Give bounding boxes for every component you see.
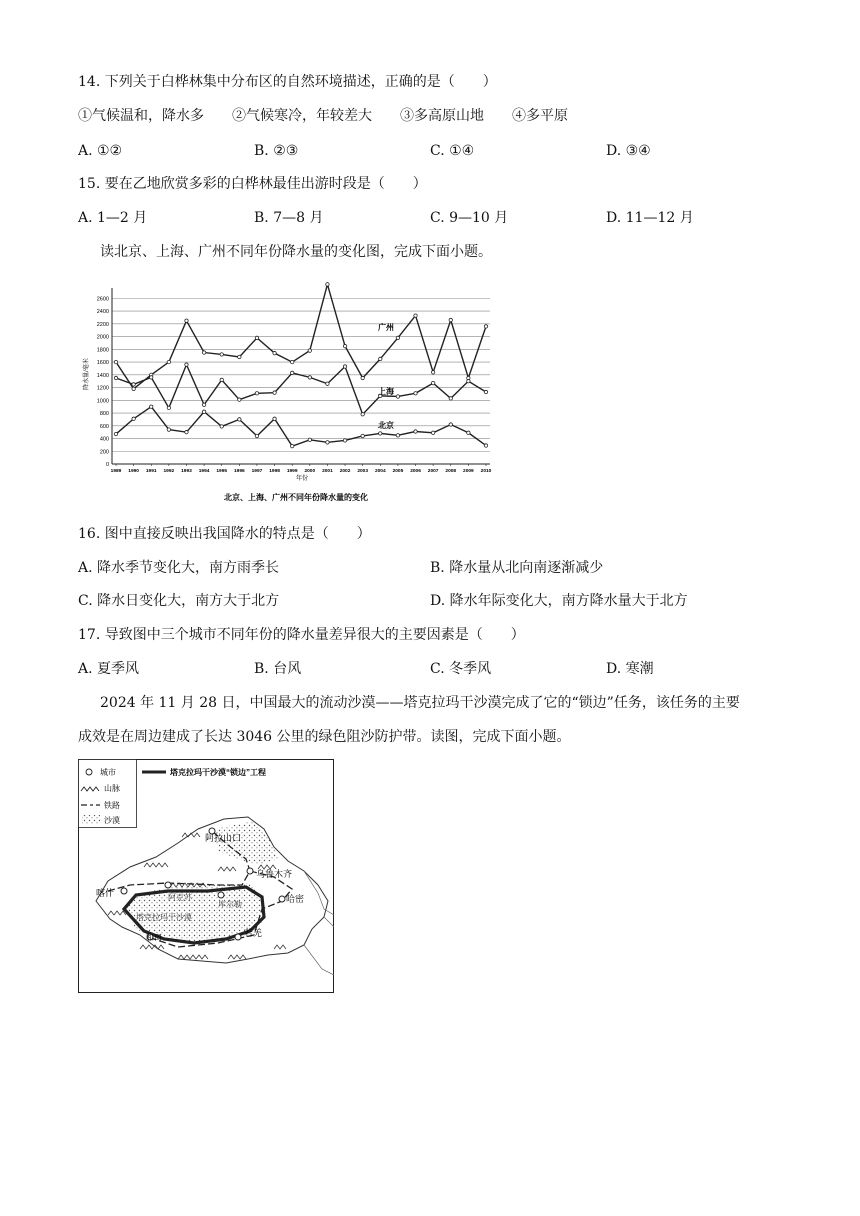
data-point bbox=[484, 325, 487, 328]
chart-title: 北京、上海、广州不同年份降水量的变化 bbox=[224, 493, 368, 502]
q15-option-d: D. 11—12 月 bbox=[606, 210, 694, 226]
q17-option-a: A. 夏季风 bbox=[78, 661, 140, 677]
x-tick-label: 1997 bbox=[251, 469, 263, 474]
city-kashgar: 喀什 bbox=[96, 888, 115, 898]
data-point bbox=[220, 425, 223, 428]
data-point bbox=[308, 438, 311, 441]
data-point bbox=[484, 444, 487, 447]
data-point bbox=[396, 336, 399, 339]
data-point bbox=[255, 336, 258, 339]
data-point bbox=[414, 430, 417, 433]
x-tick-label: 1998 bbox=[269, 469, 280, 474]
data-point bbox=[273, 417, 276, 420]
q17-stem: 17. 导致图中三个城市不同年份的降水量差异很大的主要因素是（ ） bbox=[78, 627, 525, 643]
data-point bbox=[414, 314, 417, 317]
data-point bbox=[202, 403, 205, 406]
city-aksu: 阿克苏 bbox=[168, 893, 192, 902]
data-point bbox=[431, 371, 434, 374]
data-point bbox=[167, 406, 170, 409]
q14-option-c: C. ①④ bbox=[430, 143, 475, 159]
x-tick-label: 1991 bbox=[145, 469, 157, 474]
data-point bbox=[361, 434, 364, 437]
data-point bbox=[396, 395, 399, 398]
taklimakan-map bbox=[78, 759, 334, 993]
data-point bbox=[379, 357, 382, 360]
x-tick-label: 1990 bbox=[128, 469, 139, 474]
q16-option-c: C. 降水日变化大，南方大于北方 bbox=[78, 593, 280, 609]
chart-ylabel: 降水量/毫米 bbox=[84, 358, 90, 390]
intro-map-line2: 成效是在周边建成了长达 3046 公里的绿色阻沙防护带。读图，完成下面小题。 bbox=[78, 729, 571, 745]
data-point bbox=[202, 410, 205, 413]
data-point bbox=[326, 283, 329, 286]
data-point bbox=[343, 439, 346, 442]
y-tick-label: 800 bbox=[99, 411, 109, 418]
data-point bbox=[361, 413, 364, 416]
desert-label: 塔克拉玛干沙漠 bbox=[136, 913, 192, 922]
data-point bbox=[132, 387, 135, 390]
y-tick-label: 2200 bbox=[96, 321, 109, 328]
data-point bbox=[185, 430, 188, 433]
q14-stem: 14. 下列关于白桦林集中分布区的自然环境描述，正确的是（ ） bbox=[78, 74, 497, 90]
y-tick-label: 400 bbox=[99, 436, 109, 443]
data-point bbox=[273, 351, 276, 354]
data-point bbox=[308, 349, 311, 352]
q16-option-a: A. 降水季节变化大，南方雨季长 bbox=[78, 560, 280, 576]
data-point bbox=[167, 428, 170, 431]
x-tick-label: 1995 bbox=[216, 469, 228, 474]
data-point bbox=[308, 376, 311, 379]
data-point bbox=[449, 423, 452, 426]
x-tick-label: 2001 bbox=[322, 469, 333, 474]
city-hotan: 和田 bbox=[146, 933, 162, 942]
data-point bbox=[449, 397, 452, 400]
city-urumqi: 乌鲁木齐 bbox=[256, 869, 293, 879]
legend-project: 塔克拉玛干沙漠“锁边”工程 bbox=[170, 768, 266, 777]
data-point bbox=[484, 390, 487, 393]
y-tick-label: 2000 bbox=[96, 334, 109, 341]
q16-option-b: B. 降水量从北向南逐渐减少 bbox=[430, 560, 604, 576]
y-tick-label: 600 bbox=[99, 423, 109, 430]
precipitation-chart bbox=[82, 282, 498, 510]
data-point bbox=[414, 392, 417, 395]
x-tick-label: 2007 bbox=[427, 469, 439, 474]
city-hami: 哈密 bbox=[286, 894, 305, 904]
q17-option-b: B. 台风 bbox=[254, 661, 302, 677]
data-point bbox=[238, 398, 241, 401]
data-point bbox=[114, 376, 117, 379]
data-point bbox=[343, 365, 346, 368]
chart-series bbox=[114, 283, 487, 448]
x-tick-label: 1999 bbox=[286, 469, 298, 474]
data-point bbox=[290, 371, 293, 374]
city-korla: 库尔勒 bbox=[218, 900, 242, 909]
intro-chart: 读北京、上海、广州不同年份降水量的变化图，完成下面小题。 bbox=[100, 244, 492, 260]
data-point bbox=[343, 344, 346, 347]
x-tick-label: 2009 bbox=[463, 469, 474, 474]
legend-mountain: 山脉 bbox=[104, 784, 120, 793]
data-point bbox=[220, 353, 223, 356]
x-tick-label: 2002 bbox=[339, 469, 351, 474]
data-point bbox=[361, 376, 364, 379]
data-point bbox=[467, 431, 470, 434]
y-tick-label: 200 bbox=[99, 449, 109, 456]
x-tick-label: 1993 bbox=[181, 469, 192, 474]
data-point bbox=[396, 434, 399, 437]
data-point bbox=[255, 392, 258, 395]
y-tick-label: 1200 bbox=[96, 385, 109, 392]
legend-city-icon bbox=[86, 769, 92, 775]
data-point bbox=[238, 355, 241, 358]
x-tick-label: 2010 bbox=[480, 469, 492, 474]
series-label: 上海 bbox=[378, 387, 394, 396]
legend-desert: 沙漠 bbox=[104, 816, 120, 825]
data-point bbox=[114, 432, 117, 435]
data-point bbox=[379, 432, 382, 435]
data-point bbox=[290, 360, 293, 363]
q14-option-b: B. ②③ bbox=[254, 143, 299, 159]
y-tick-label: 1400 bbox=[96, 372, 109, 379]
data-point bbox=[167, 360, 170, 363]
city-ruoqiang: 若羌 bbox=[244, 928, 263, 938]
y-tick-label: 1000 bbox=[96, 398, 109, 405]
data-point bbox=[132, 383, 135, 386]
data-point bbox=[431, 381, 434, 384]
x-tick-label: 2005 bbox=[392, 469, 404, 474]
x-tick-label: 2003 bbox=[357, 469, 369, 474]
q15-stem: 15. 要在乙地欣赏多彩的白桦林最佳出游时段是（ ） bbox=[78, 176, 427, 192]
q14-option-d: D. ③④ bbox=[606, 143, 651, 159]
q15-option-b: B. 7—8 月 bbox=[254, 210, 324, 226]
data-point bbox=[273, 391, 276, 394]
x-tick-label: 1996 bbox=[233, 469, 245, 474]
q15-option-a: A. 1—2 月 bbox=[78, 210, 148, 226]
data-point bbox=[220, 378, 223, 381]
series-label: 北京 bbox=[378, 421, 394, 430]
q14-option-a: A. ①② bbox=[78, 143, 123, 159]
y-tick-label: 1800 bbox=[96, 347, 109, 354]
x-tick-label: 2008 bbox=[445, 469, 457, 474]
chart-xlabel: 年份 bbox=[295, 476, 309, 482]
x-tick-label: 2004 bbox=[374, 469, 386, 474]
data-point bbox=[255, 434, 258, 437]
data-point bbox=[290, 444, 293, 447]
data-point bbox=[185, 319, 188, 322]
series-label: 广州 bbox=[378, 323, 394, 332]
city-alashankou: 阿拉山口 bbox=[205, 833, 242, 843]
data-point bbox=[150, 405, 153, 408]
q17-option-c: C. 冬季风 bbox=[430, 661, 492, 677]
data-point bbox=[326, 441, 329, 444]
data-point bbox=[449, 318, 452, 321]
intro-map-line1: 2024 年 11 月 28 日，中国最大的流动沙漠——塔克拉玛干沙漠完成了它的“锁边”任务，该任务的主要 bbox=[100, 695, 740, 711]
data-point bbox=[114, 360, 117, 363]
data-point bbox=[150, 376, 153, 379]
series-line-2 bbox=[116, 407, 486, 446]
data-point bbox=[467, 379, 470, 382]
data-point bbox=[238, 418, 241, 421]
data-point bbox=[326, 382, 329, 385]
data-point bbox=[132, 417, 135, 420]
q16-stem: 16. 图中直接反映出我国降水的特点是（ ） bbox=[78, 526, 371, 542]
y-tick-label: 1600 bbox=[96, 360, 109, 367]
x-tick-label: 1989 bbox=[110, 469, 122, 474]
x-tick-label: 1994 bbox=[198, 469, 210, 474]
series-line-1 bbox=[116, 365, 486, 415]
q17-option-d: D. 寒潮 bbox=[606, 661, 654, 677]
data-point bbox=[185, 363, 188, 366]
x-tick-label: 2000 bbox=[304, 469, 316, 474]
data-point bbox=[431, 431, 434, 434]
q14-items: ①气候温和，降水多 ②气候寒冷，年较差大 ③多高原山地 ④多平原 bbox=[78, 108, 568, 124]
legend-city: 城市 bbox=[100, 768, 116, 777]
x-tick-label: 2006 bbox=[410, 469, 421, 474]
y-tick-label: 0 bbox=[105, 462, 109, 468]
y-tick-label: 2400 bbox=[96, 309, 109, 316]
y-tick-label: 2600 bbox=[96, 296, 109, 303]
data-point bbox=[202, 351, 205, 354]
q16-option-d: D. 降水年际变化大，南方降水量大于北方 bbox=[430, 593, 688, 609]
x-tick-label: 1992 bbox=[163, 469, 175, 474]
legend-railway: 铁路 bbox=[104, 801, 120, 810]
legend-desert-icon bbox=[82, 815, 100, 824]
q15-option-c: C. 9—10 月 bbox=[430, 210, 509, 226]
